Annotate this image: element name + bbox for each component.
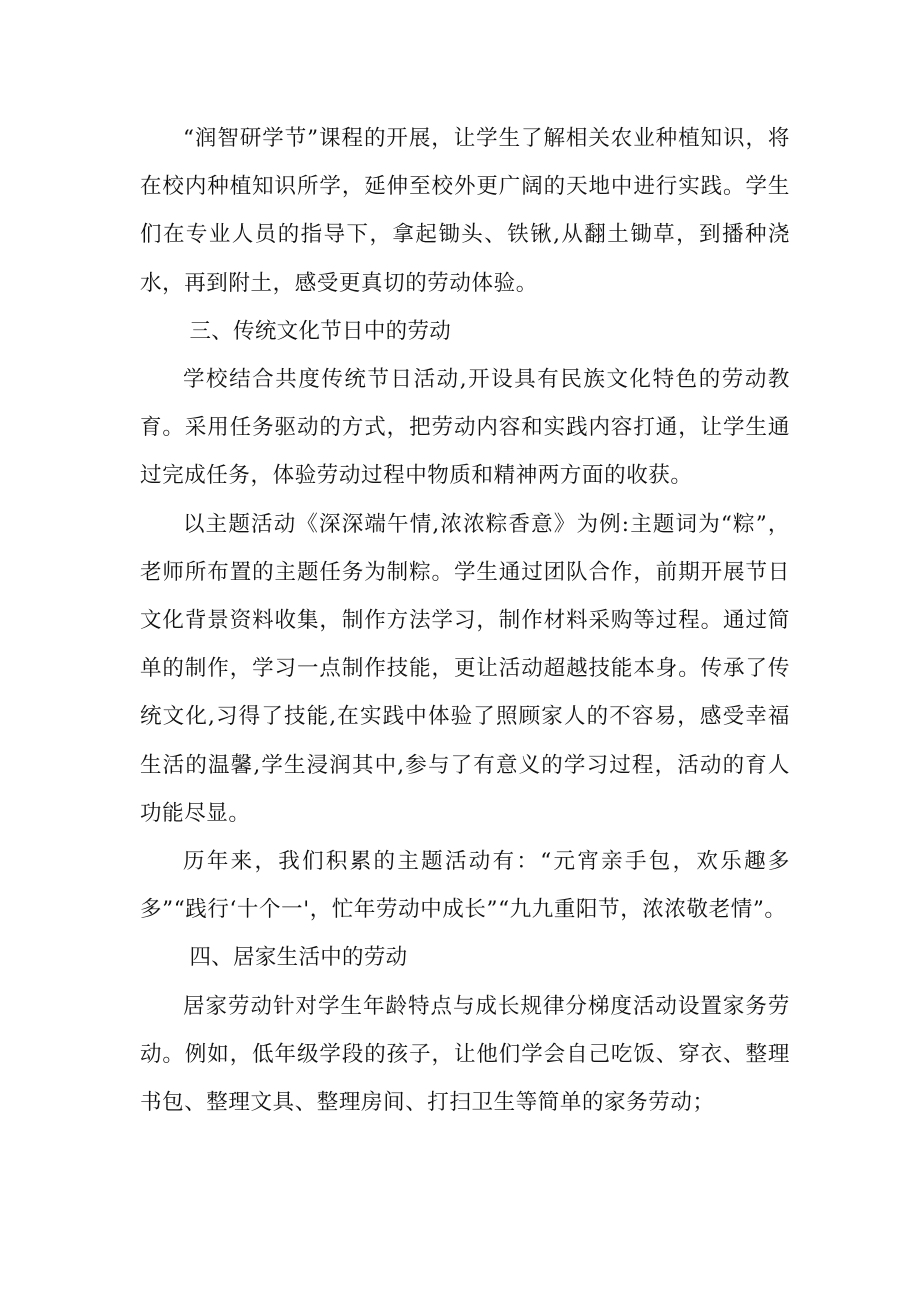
paragraph-dragon-boat-example: 以主题活动《深深端午情,浓浓粽香意》为例:主题词为“粽”，老师所布置的主题任务为制粽。学生通过团队合作，前期开展节日文化背景资料收集，制作方法学习，制作材料采购等过程。通过简单的制作，学习一点制作技能，更让活动超越技能本身。传承了传统文化,习得了技能,在实践中体验了照顾家人的不容易，感受幸福生活的温馨,学生浸润其中,参与了有意义的学习过程，活动的育人功能尽显。 [140,511,790,826]
paragraph-theme-activities: 历年来，我们积累的主题活动有：“元宵亲手包，欢乐趣多多”“践行‘十个一'，忙年劳动中成长”“九九重阳节，浓浓敬老情”。 [140,849,790,923]
paragraph-traditional-festival-labor: 学校结合共度传统节日活动,开设具有民族文化特色的劳动教育。采用任务驱动的方式，把劳动内容和实践内容打通，让学生通过完成任务，体验劳动过程中物质和精神两方面的收获。 [140,367,790,489]
section-heading-home-life: 四、居家生活中的劳动 [189,945,408,971]
paragraph-research-festival: “润智研学节”课程的开展，让学生了解相关农业种植知识，将在校内种植知识所学，延伸至校外更广阔的天地中进行实践。学生们在专业人员的指导下，拿起锄头、铁锹,从翻土锄草，到播种浇水，再到附土，感受更真切的劳动体验。 [140,126,790,296]
document-body [140,115,790,1127]
section-heading-traditional-festivals: 三、传统文化节日中的劳动 [189,318,452,344]
paragraph-home-labor: 居家劳动针对学生年龄特点与成长规律分梯度活动设置家务劳动。例如，低年级学段的孩子，让他们学会自己吃饭、穿衣、整理书包、整理文具、整理房间、打扫卫生等简单的家务劳动； [140,993,790,1116]
